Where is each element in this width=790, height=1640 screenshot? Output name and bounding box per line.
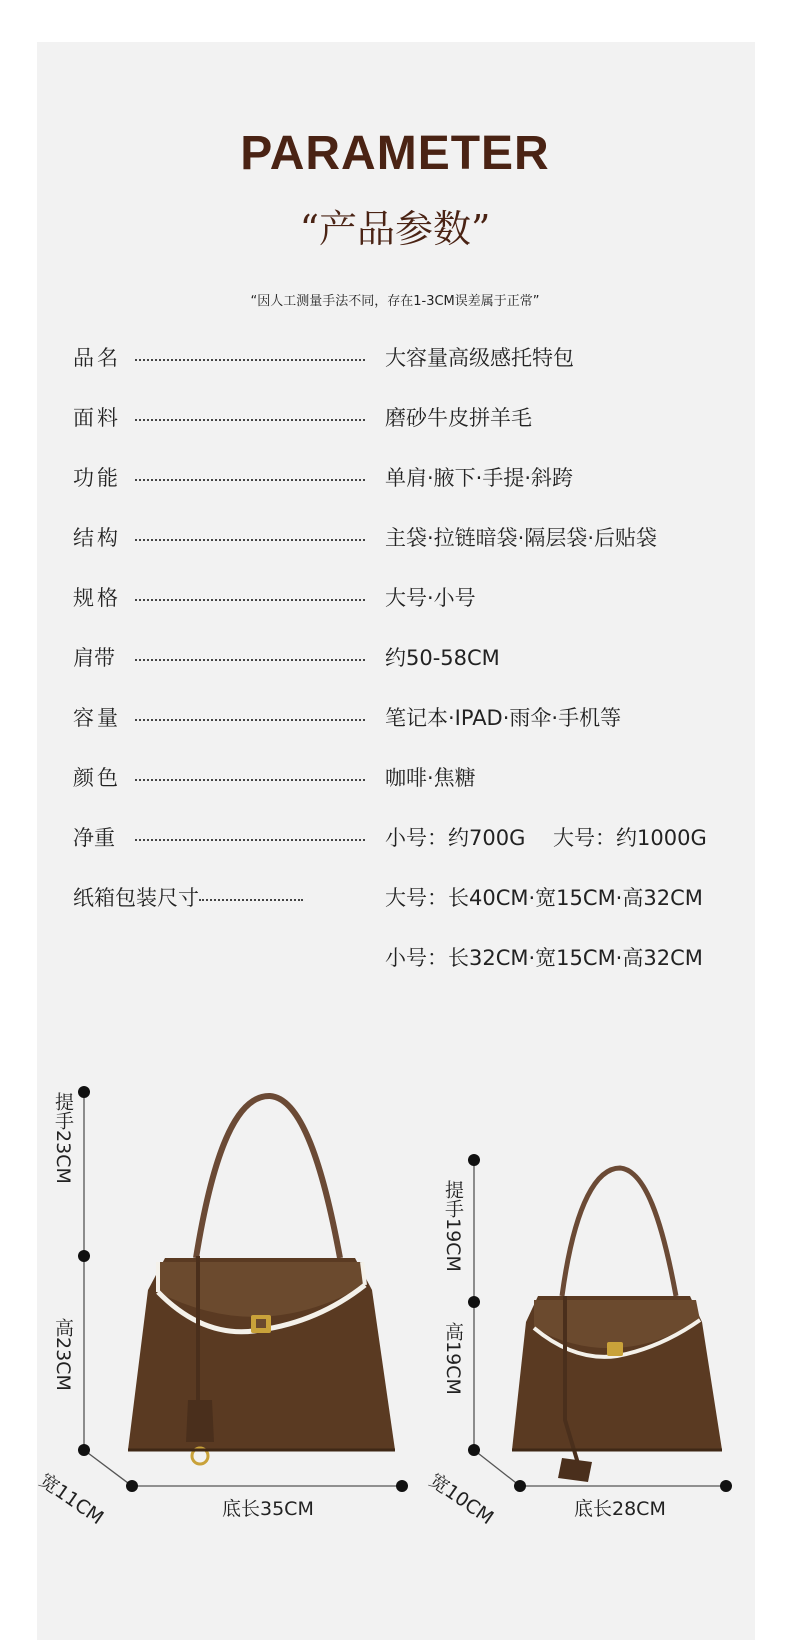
param-value: 笔记本·IPAD·雨伞·手机等: [385, 706, 622, 730]
param-value: 大容量高级感托特包: [385, 346, 574, 370]
large-width-label: 宽11CM: [35, 1469, 108, 1530]
param-label: 纸箱包装尺寸: [73, 886, 199, 910]
param-value: 大号：长40CM·宽15CM·高32CM: [385, 886, 703, 910]
param-label: 容量: [73, 706, 121, 730]
param-value: 约50-58CM: [385, 646, 500, 670]
large-length-label: 底长35CM: [222, 1498, 314, 1520]
param-label: 面料: [73, 406, 121, 430]
param-label: 功能: [73, 466, 121, 490]
small-width-label: 宽10CM: [425, 1469, 498, 1530]
param-label: 净重: [73, 826, 115, 850]
param-label: 肩带: [73, 646, 115, 670]
measurement-note: “因人工测量手法不同，存在1-3CM误差属于正常”: [250, 294, 540, 309]
small-height-label: 高19CM: [442, 1322, 464, 1395]
small-length-label: 底长28CM: [574, 1498, 666, 1520]
param-label: 规格: [73, 586, 121, 610]
param-value: 小号：约700G 大号：约1000G: [385, 826, 707, 850]
large-bag: [128, 1096, 395, 1464]
param-value: 主袋·拉链暗袋·隔层袋·后贴袋: [385, 526, 658, 550]
large-handle-label: 提手23CM: [52, 1092, 74, 1184]
param-value: 大号·小号: [385, 586, 476, 610]
small-handle-label: 提手19CM: [442, 1180, 464, 1272]
param-value: 磨砂牛皮拼羊毛: [385, 406, 532, 430]
param-value: 单肩·腋下·手提·斜跨: [385, 466, 574, 490]
param-label: 颜色: [73, 766, 121, 790]
param-label: 品名: [73, 346, 121, 370]
page-subtitle: “产品参数”: [299, 207, 491, 251]
param-value: 小号：长32CM·宽15CM·高32CM: [385, 946, 703, 970]
param-label: 结构: [73, 526, 121, 550]
large-height-label: 高23CM: [52, 1318, 74, 1391]
param-value: 咖啡·焦糖: [385, 766, 476, 790]
page-title: PARAMETER: [240, 127, 550, 180]
small-bag: [512, 1168, 722, 1482]
